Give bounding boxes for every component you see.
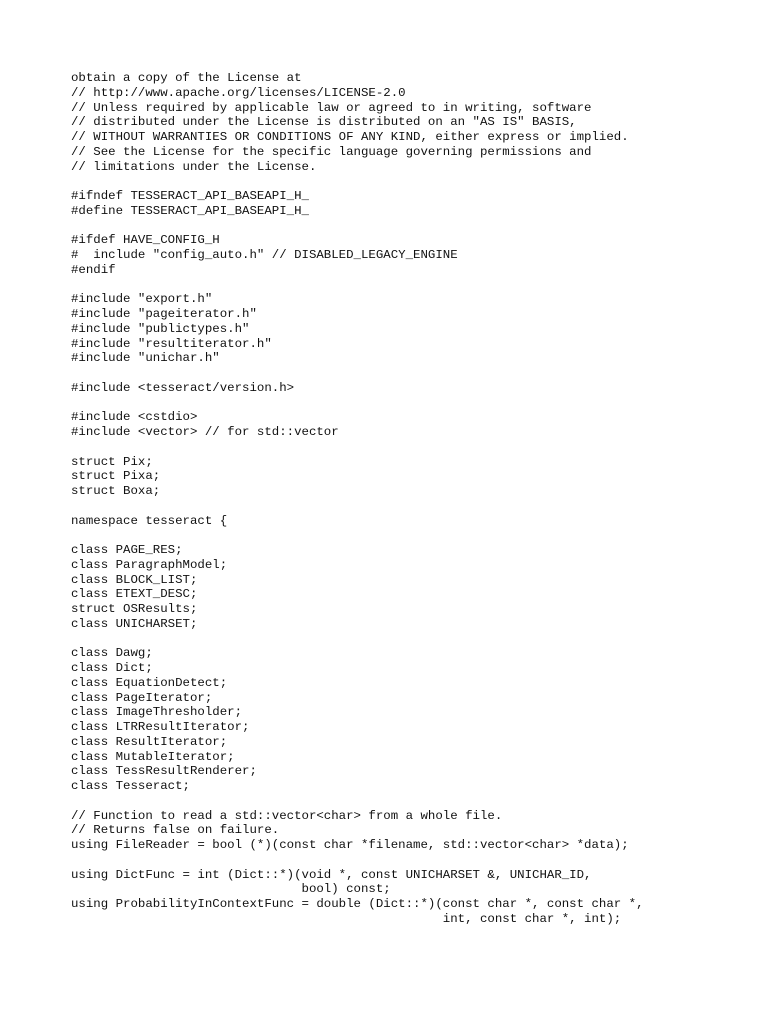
code-line: #endif [71, 262, 116, 277]
code-line [71, 278, 751, 293]
code-line [71, 794, 751, 809]
code-line: #include "export.h" [71, 292, 213, 307]
code-line: # include "config_auto.h" // DISABLED_LEGACY_ENGINE [71, 248, 458, 262]
code-line: // See the License for the specific language governing permissions and [71, 144, 592, 159]
code-line [71, 440, 751, 455]
code-line: class Dawg; [71, 646, 153, 661]
code-line: using FileReader = bool (*)(const char *filename, std::vector<char> *data); [71, 838, 629, 852]
code-line: class LTRResultIterator; [71, 720, 250, 734]
code-line: class MutableIterator; [71, 749, 235, 764]
code-line: using ProbabilityInContextFunc = double (Dict::*)(const char *, const char *, [71, 897, 644, 911]
code-line [71, 853, 751, 868]
code-line: struct Pix; [71, 454, 153, 469]
code-line: // WITHOUT WARRANTIES OR CONDITIONS OF ANY KIND, either express or implied. [71, 130, 629, 144]
code-line: #include "unichar.h" [71, 351, 220, 366]
code-line: class Tesseract; [71, 779, 190, 793]
code-line: class ParagraphModel; [71, 557, 228, 572]
code-line: struct Pixa; [71, 469, 161, 484]
code-line: #include <vector> // for std::vector [71, 425, 339, 439]
code-line: #include <tesseract/version.h> [71, 380, 295, 395]
code-line [71, 174, 751, 189]
code-line: bool) const; [71, 882, 391, 897]
code-line: class TessResultRenderer; [71, 764, 257, 779]
code-line: // Unless required by applicable law or agreed to in writing, software [71, 100, 592, 115]
code-line: class UNICHARSET; [71, 616, 198, 631]
code-line: class PAGE_RES; [71, 543, 183, 557]
code-line [71, 219, 751, 234]
code-line: #ifndef TESSERACT_API_BASEAPI_H_ [71, 189, 309, 203]
code-line: #ifdef HAVE_CONFIG_H [71, 233, 220, 248]
code-line [71, 396, 751, 411]
code-line: obtain a copy of the License at [71, 71, 302, 85]
code-line: #include "resultiterator.h" [71, 336, 272, 351]
code-line: #include "publictypes.h" [71, 321, 250, 336]
code-line: class PageIterator; [71, 690, 213, 705]
code-line: struct Boxa; [71, 484, 161, 498]
code-line: namespace tesseract { [71, 513, 228, 528]
code-line: class Dict; [71, 661, 153, 675]
code-line: // limitations under the License. [71, 159, 317, 174]
code-line [71, 632, 751, 647]
code-line: class ImageThresholder; [71, 705, 243, 720]
code-line: // Function to read a std::vector<char> from a whole file. [71, 808, 503, 823]
code-line: #include "pageiterator.h" [71, 307, 257, 321]
code-line: struct OSResults; [71, 602, 198, 616]
code-line: #include <cstdio> [71, 410, 198, 425]
code-line: #define TESSERACT_API_BASEAPI_H_ [71, 203, 309, 218]
code-line: // http://www.apache.org/licenses/LICENSE-2.0 [71, 85, 406, 100]
code-line [71, 499, 751, 514]
code-line: class BLOCK_LIST; [71, 572, 198, 587]
code-line: // Returns false on failure. [71, 823, 280, 838]
code-line: // distributed under the License is distributed on an "AS IS" BASIS, [71, 115, 577, 130]
code-line [71, 528, 751, 543]
code-line: class EquationDetect; [71, 675, 228, 690]
code-line: using DictFunc = int (Dict::*)(void *, const UNICHARSET &, UNICHAR_ID, [71, 867, 592, 882]
code-line: class ResultIterator; [71, 734, 228, 749]
code-line: class ETEXT_DESC; [71, 587, 198, 602]
code-line [71, 366, 751, 381]
code-document [71, 71, 751, 927]
code-line: int, const char *, int); [71, 911, 622, 926]
